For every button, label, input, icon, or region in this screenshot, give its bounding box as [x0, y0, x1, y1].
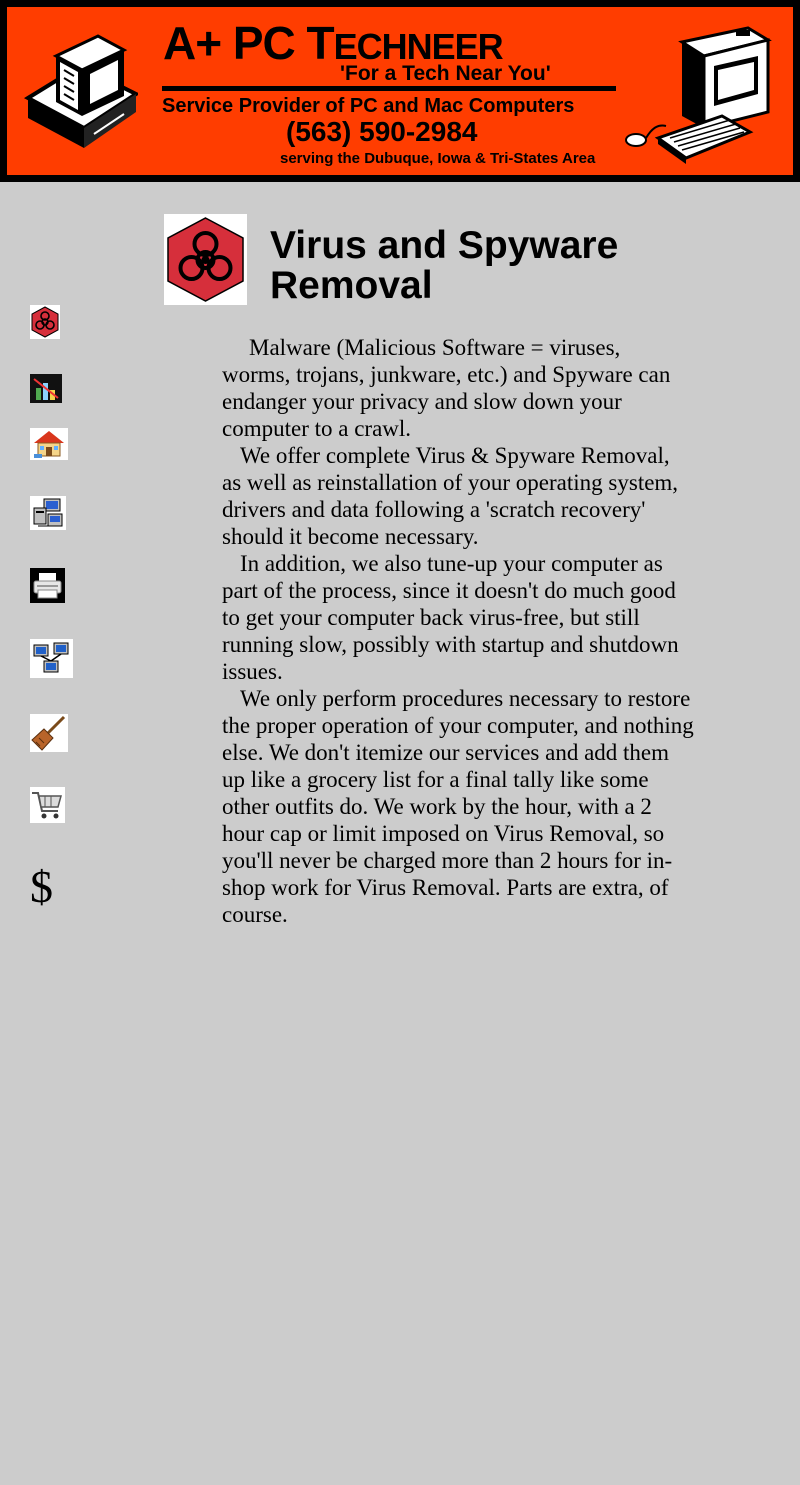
article-body [222, 334, 694, 928]
article-paragraph: We offer complete Virus & Spyware Removal, as well as reinstallation of your operating system, drivers and data following a 'scratch recovery' should it become necessary. [222, 443, 679, 549]
nav-cleanup[interactable] [30, 714, 68, 752]
chart-icon [30, 374, 62, 403]
article-paragraph: Malware (Malicious Software = viruses, worms, trojans, junkware, etc.) and Spyware can endanger your privacy and slow down your computer to a crawl. [222, 335, 671, 441]
printer-icon [30, 568, 65, 603]
nav-home[interactable] [30, 428, 68, 460]
article-paragraph: In addition, we also tune-up your computer as part of the process, since it doesn't do much good to get your computer back virus-free, but still running slow, possibly with startup and shutdown issues. [222, 551, 679, 684]
article-paragraph: We only perform procedures necessary to restore the proper operation of your computer, and nothing else. We don't itemize our services and add them up like a grocery list for a final tally like some other outfits do. We work by the hour, with a 2 hour cap or limit imposed on Virus Removal, so you'll never be charged more than 2 hours for in-shop work for Virus Removal. Parts are extra, of course. [222, 686, 694, 927]
nav-virus-removal[interactable] [30, 305, 60, 339]
pc-computer-logo [20, 26, 138, 150]
nav-shop[interactable] [30, 787, 65, 823]
header-divider [162, 86, 616, 91]
home-icon [30, 428, 68, 460]
phone-number: (563) 590-2984 [286, 116, 478, 147]
computer-setup-icon [30, 496, 66, 530]
mac-computer-logo [618, 20, 778, 168]
service-area-text: serving the Dubuque, Iowa & Tri-States Area [280, 150, 596, 167]
nav-printer[interactable] [30, 568, 65, 603]
nav-computer-setup[interactable] [30, 496, 66, 530]
header-banner [0, 0, 800, 182]
site-slogan: 'For a Tech Near You' [340, 62, 551, 85]
shopping-cart-icon [30, 787, 65, 823]
page-title: Virus and Spyware Removal [270, 224, 619, 307]
nav-chart[interactable] [30, 374, 62, 403]
biohazard-icon [30, 305, 60, 339]
nav-pricing[interactable]: $ [30, 861, 53, 912]
service-provider-text: Service Provider of PC and Mac Computers [162, 95, 575, 117]
network-icon [30, 639, 73, 678]
biohazard-icon [164, 214, 247, 305]
site-title: A+ PC TECHNEER [163, 17, 503, 69]
broom-icon [30, 714, 68, 752]
nav-network[interactable] [30, 639, 73, 678]
